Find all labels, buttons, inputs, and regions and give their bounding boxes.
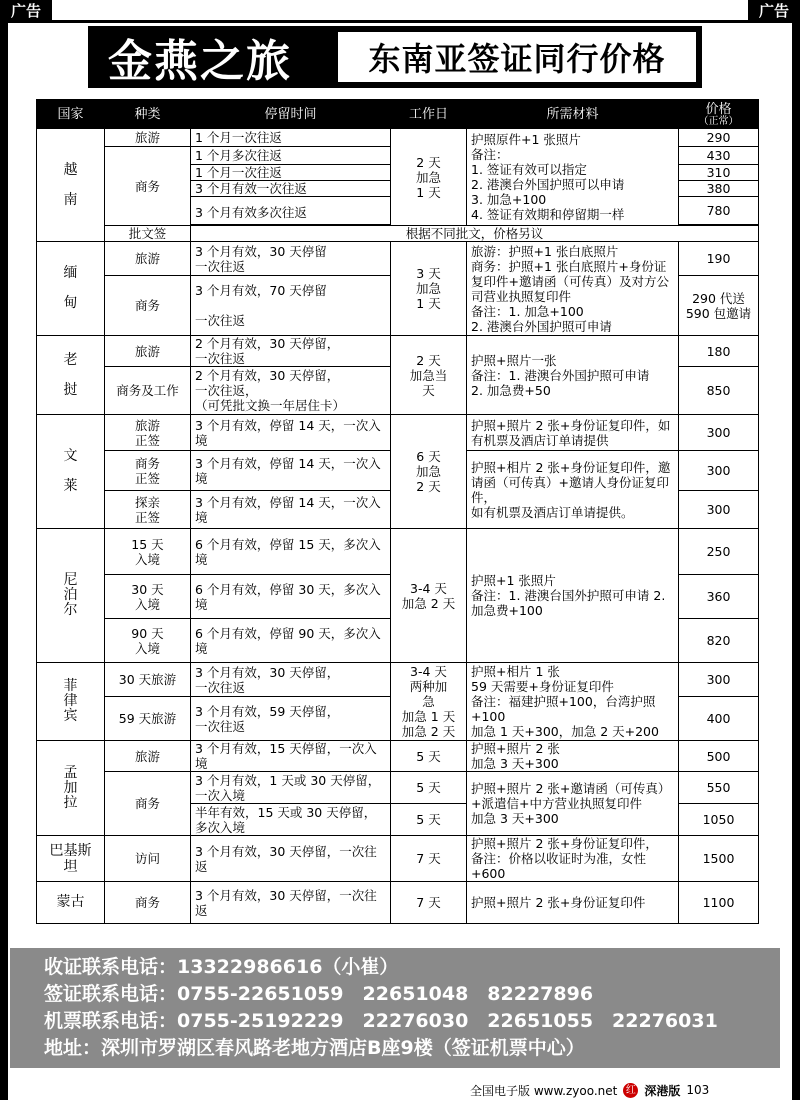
visa-price-table bbox=[36, 99, 759, 924]
type-cell: 旅游 bbox=[105, 336, 191, 367]
country-laos: 老 挝 bbox=[37, 336, 105, 415]
workdays-cell: 3 天 加急 1 天 bbox=[391, 242, 467, 336]
table-row bbox=[37, 663, 759, 697]
title-banner bbox=[88, 26, 702, 88]
stay-cell: 1 个月一次往返 bbox=[191, 129, 391, 147]
stay-cell: 3 个月有效，停留 14 天，一次入境 bbox=[191, 491, 391, 529]
stay-cell: 1 个月一次往返 bbox=[191, 165, 391, 181]
price-cell: 430 bbox=[679, 147, 759, 165]
price-cell: 290 代送 590 包邀请 bbox=[679, 276, 759, 336]
workdays-cell: 5 天 bbox=[391, 741, 467, 772]
price-cell: 1500 bbox=[679, 836, 759, 882]
header-workdays: 工作日 bbox=[391, 100, 467, 129]
contact-line-address: 地址：深圳市罗湖区春风路老地方酒店B座9楼（签证机票中心） bbox=[44, 1037, 585, 1059]
workdays-cell: 2 天 加急当 天 bbox=[391, 336, 467, 415]
stay-cell: 3 个月有效，停留 14 天，一次入境 bbox=[191, 451, 391, 491]
stay-cell: 半年有效，15 天或 30 天停留，多次入境 bbox=[191, 804, 391, 836]
type-cell: 59 天旅游 bbox=[105, 697, 191, 741]
workdays-cell: 2 天 加急 1 天 bbox=[391, 129, 467, 226]
type-cell: 商务 bbox=[105, 276, 191, 336]
type-cell: 商务 bbox=[105, 772, 191, 836]
stay-cell: 3 个月有效，1 天或 30 天停留，一次入境 bbox=[191, 772, 391, 804]
price-cell: 550 bbox=[679, 772, 759, 804]
materials-cell: 护照+照片 2 张+身份证复印件，如有机票及酒店订单请提供 bbox=[467, 415, 679, 451]
country-myanmar: 缅 甸 bbox=[37, 242, 105, 336]
type-cell: 旅游 正签 bbox=[105, 415, 191, 451]
top-border bbox=[0, 20, 800, 23]
price-cell: 1100 bbox=[679, 882, 759, 924]
materials-cell: 护照+相片 1 张 59 天需要+身份证复印件 备注：福建护照+100，台湾护照+100 加急 1 天+300，加急 2 天+200 bbox=[467, 663, 679, 741]
price-cell: 190 bbox=[679, 242, 759, 276]
price-cell: 290 bbox=[679, 129, 759, 147]
stay-cell: 6 个月有效，停留 15 天，多次入境 bbox=[191, 529, 391, 575]
footer-badge: 红 bbox=[623, 1083, 638, 1098]
header-stay: 停留时间 bbox=[191, 100, 391, 129]
contact-line-collect: 收证联系电话：13322986616（小崔） bbox=[44, 956, 399, 978]
contact-line-visa: 签证联系电话：0755-22651059 22651048 82227896 bbox=[44, 983, 594, 1005]
stay-cell: 6 个月有效，停留 90 天，多次入境 bbox=[191, 619, 391, 663]
stay-cell: 2 个月有效，30 天停留， 一次往返 bbox=[191, 336, 391, 367]
price-cell: 250 bbox=[679, 529, 759, 575]
price-cell: 850 bbox=[679, 367, 759, 415]
price-cell: 300 bbox=[679, 415, 759, 451]
ad-label-left: 广告 bbox=[0, 0, 52, 22]
type-cell: 探亲 正签 bbox=[105, 491, 191, 529]
price-cell: 500 bbox=[679, 741, 759, 772]
table-row bbox=[37, 226, 759, 242]
type-cell: 商务 bbox=[105, 882, 191, 924]
table-row bbox=[37, 415, 759, 451]
type-cell: 旅游 bbox=[105, 741, 191, 772]
approval-note: 根据不同批文，价格另议 bbox=[191, 226, 759, 242]
workdays-cell: 7 天 bbox=[391, 836, 467, 882]
materials-cell: 旅游：护照+1 张白底照片 商务：护照+1 张白底照片+身份证复印件+邀请函（可传真）及对方公司营业执照复印件 备注：1. 加急+100 2. 港澳台外国护照可申请 bbox=[467, 242, 679, 336]
country-vietnam: 越 南 bbox=[37, 129, 105, 242]
type-cell: 商务及工作 bbox=[105, 367, 191, 415]
table-row bbox=[37, 242, 759, 276]
price-cell: 780 bbox=[679, 197, 759, 225]
materials-cell: 护照+照片 2 张+邀请函（可传真）+派遣信+中方营业执照复印件 加急 3 天+300 bbox=[467, 772, 679, 836]
header-price-label: 价格 bbox=[705, 101, 732, 117]
workdays-cell: 6 天 加急 2 天 bbox=[391, 415, 467, 529]
price-cell: 300 bbox=[679, 663, 759, 697]
workdays-cell: 7 天 bbox=[391, 882, 467, 924]
type-cell: 30 天旅游 bbox=[105, 663, 191, 697]
materials-cell: 护照+相片 2 张+身份证复印件，邀请函（可传真）+邀请人身份证复印件， 如有机票及酒店订单请提供。 bbox=[467, 451, 679, 529]
table-row bbox=[37, 836, 759, 882]
type-cell: 90 天 入境 bbox=[105, 619, 191, 663]
materials-cell: 护照+照片一张 备注：1. 港澳台外国护照可申请 2. 加急费+50 bbox=[467, 336, 679, 415]
header-materials: 所需材料 bbox=[467, 100, 679, 129]
country-bangladesh: 孟 加 拉 bbox=[37, 741, 105, 836]
stay-cell: 1 个月多次往返 bbox=[191, 147, 391, 165]
stay-cell: 3 个月有效，59 天停留， 一次往返 bbox=[191, 697, 391, 741]
page-title: 东南亚签证同行价格 bbox=[338, 32, 696, 82]
table-row bbox=[37, 529, 759, 575]
right-border bbox=[792, 20, 800, 1100]
page-footer bbox=[470, 1080, 780, 1100]
materials-cell: 护照+照片 2 张 加急 3 天+300 bbox=[467, 741, 679, 772]
brand-name: 金燕之旅 bbox=[108, 36, 292, 87]
header-type: 种类 bbox=[105, 100, 191, 129]
country-philippines: 菲 律 宾 bbox=[37, 663, 105, 741]
country-pakistan: 巴基斯 坦 bbox=[37, 836, 105, 882]
price-cell: 400 bbox=[679, 697, 759, 741]
header-country: 国家 bbox=[37, 100, 105, 129]
workdays-cell: 5 天 bbox=[391, 804, 467, 836]
price-cell: 820 bbox=[679, 619, 759, 663]
stay-cell: 3 个月有效，70 天停留 一次往返 bbox=[191, 276, 391, 336]
price-cell: 310 bbox=[679, 165, 759, 181]
type-cell: 访问 bbox=[105, 836, 191, 882]
stay-cell: 2 个月有效，30 天停留， 一次往返， （可凭批文换一年居住卡） bbox=[191, 367, 391, 415]
type-cell: 商务 bbox=[105, 147, 191, 226]
price-cell: 1050 bbox=[679, 804, 759, 836]
table-row bbox=[37, 336, 759, 367]
materials-cell: 护照+1 张照片 备注：1. 港澳台国外护照可申请 2. 加急费+100 bbox=[467, 529, 679, 663]
page-number: 103 bbox=[686, 1083, 710, 1097]
stay-cell: 3 个月有效，15 天停留，一次入境 bbox=[191, 741, 391, 772]
table-row bbox=[37, 772, 759, 804]
country-nepal: 尼 泊 尔 bbox=[37, 529, 105, 663]
materials-cell: 护照原件+1 张照片 备注： 1. 签证有效可以指定 2. 港澳台外国护照可以申请 3. 加急+100 4. 签证有效期和停留期一样 bbox=[467, 129, 679, 226]
footer-edition: 全国电子版 www.zyoo.net bbox=[470, 1083, 618, 1098]
contact-line-ticket: 机票联系电话：0755-25192229 22276030 22651055 22276031 bbox=[44, 1010, 718, 1032]
materials-cell: 护照+照片 2 张+身份证复印件， 备注：价格以收证时为准，女性+600 bbox=[467, 836, 679, 882]
country-mongolia: 蒙古 bbox=[37, 882, 105, 924]
table-row bbox=[37, 882, 759, 924]
table-row bbox=[37, 129, 759, 147]
stay-cell: 3 个月有效，停留 14 天，一次入境 bbox=[191, 415, 391, 451]
contact-panel bbox=[10, 948, 780, 1068]
table-row bbox=[37, 741, 759, 772]
stay-cell: 3 个月有效，30 天停留 一次往返 bbox=[191, 242, 391, 276]
stay-cell: 3 个月有效，30 天停留，一次往返 bbox=[191, 882, 391, 924]
type-cell: 30 天 入境 bbox=[105, 575, 191, 619]
header-price bbox=[679, 100, 759, 129]
stay-cell: 3 个月有效，30 天停留， 一次往返 bbox=[191, 663, 391, 697]
type-cell: 15 天 入境 bbox=[105, 529, 191, 575]
price-cell: 180 bbox=[679, 336, 759, 367]
ad-label-right: 广告 bbox=[748, 0, 800, 22]
materials-cell: 护照+照片 2 张+身份证复印件 bbox=[467, 882, 679, 924]
workdays-cell: 3-4 天 加急 2 天 bbox=[391, 529, 467, 663]
left-border bbox=[0, 20, 8, 1100]
header-price-sub: （正常） bbox=[698, 115, 739, 127]
type-cell: 商务 正签 bbox=[105, 451, 191, 491]
price-cell: 360 bbox=[679, 575, 759, 619]
price-cell: 300 bbox=[679, 491, 759, 529]
stay-cell: 3 个月有效，30 天停留，一次往返 bbox=[191, 836, 391, 882]
stay-cell: 6 个月有效，停留 30 天，多次入境 bbox=[191, 575, 391, 619]
workdays-cell: 5 天 bbox=[391, 772, 467, 804]
country-brunei: 文 莱 bbox=[37, 415, 105, 529]
type-cell: 旅游 bbox=[105, 129, 191, 147]
stay-cell: 3 个月有效多次往返 bbox=[191, 197, 391, 225]
type-cell: 旅游 bbox=[105, 242, 191, 276]
workdays-cell: 3-4 天 两种加 急 加急 1 天 加急 2 天 bbox=[391, 663, 467, 741]
table-header bbox=[37, 100, 759, 129]
price-cell: 300 bbox=[679, 451, 759, 491]
footer-region: 深港版 bbox=[644, 1083, 681, 1098]
price-cell: 380 bbox=[679, 181, 759, 197]
stay-cell: 3 个月有效一次往返 bbox=[191, 181, 391, 197]
type-cell: 批文签 bbox=[105, 226, 191, 242]
